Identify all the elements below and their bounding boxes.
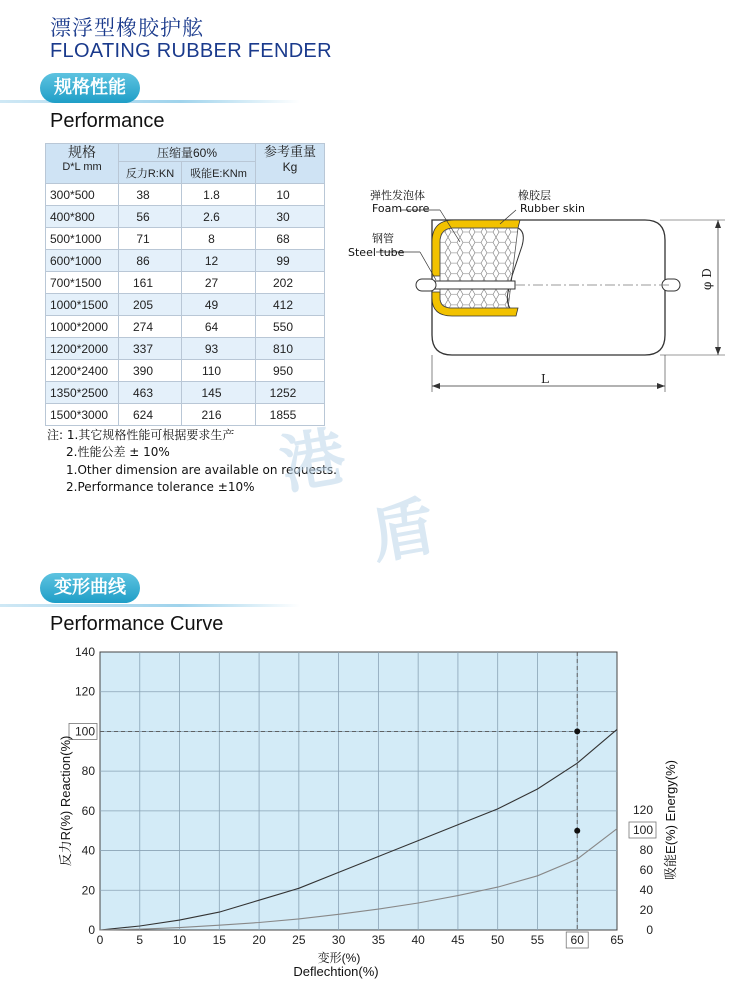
y-left-tick-label: 20	[81, 883, 95, 898]
cell-weight: 99	[256, 250, 325, 272]
table-row	[46, 360, 325, 382]
x-tick-label: 30	[331, 933, 346, 947]
cell-reaction: 274	[119, 316, 182, 338]
cell-energy: 49	[182, 294, 256, 316]
cell-weight: 30	[256, 206, 325, 228]
cell-energy: 110	[182, 360, 256, 382]
cell-size: 400*800	[46, 206, 119, 228]
cell-reaction: 463	[119, 382, 182, 404]
cell-reaction: 71	[119, 228, 182, 250]
table-row	[46, 294, 325, 316]
title-cn: 漂浮型橡胶护舷	[50, 16, 204, 40]
y-left-tick-label: 60	[81, 803, 95, 818]
cell-energy: 64	[182, 316, 256, 338]
cell-size: 1200*2400	[46, 360, 119, 382]
cell-reaction: 205	[119, 294, 182, 316]
x-tick-label: 55	[530, 933, 545, 947]
cell-energy: 27	[182, 272, 256, 294]
table-row	[46, 184, 325, 206]
label-tube-cn: 钢管	[372, 232, 394, 245]
label-diameter: φ D	[700, 268, 714, 290]
y-left-axis-label: 反力R(%) Reaction(%)	[58, 735, 73, 867]
x-tick-label: 0	[96, 933, 104, 947]
y-right-tick-label: 120	[632, 803, 653, 817]
x-tick-label: 10	[172, 933, 187, 947]
header-reaction: 反力R:KN	[119, 162, 182, 184]
label-length: L	[541, 372, 549, 386]
cell-reaction: 390	[119, 360, 182, 382]
label-rubber-en: Rubber skin	[520, 202, 586, 215]
tab-curve: 变形曲线	[40, 573, 140, 603]
section-divider	[0, 100, 300, 103]
y-left-tick-label: 140	[74, 645, 95, 659]
header-energy: 吸能E:KNm	[182, 162, 256, 184]
cell-energy: 12	[182, 250, 256, 272]
x-tick-label: 15	[212, 933, 226, 947]
table-row	[46, 316, 325, 338]
steel-tube-end-left	[416, 279, 436, 291]
x-tick-label: 20	[252, 933, 266, 947]
cell-energy: 93	[182, 338, 256, 360]
cell-size: 1000*1500	[46, 294, 119, 316]
note2-en: 2.Performance tolerance ±10%	[66, 480, 255, 494]
cell-size: 1350*2500	[46, 382, 119, 404]
cell-size: 300*500	[46, 184, 119, 206]
y-left-tick-label: 120	[74, 684, 95, 699]
data-marker	[574, 828, 580, 834]
cell-reaction: 86	[119, 250, 182, 272]
y-left-tick-label: 40	[81, 843, 95, 858]
table-row	[46, 338, 325, 360]
spec-table	[45, 143, 325, 426]
cell-weight: 810	[256, 338, 325, 360]
cell-energy: 2.6	[182, 206, 256, 228]
cell-weight: 68	[256, 228, 325, 250]
cell-weight: 412	[256, 294, 325, 316]
cell-energy: 8	[182, 228, 256, 250]
data-marker	[574, 728, 580, 734]
table-row	[46, 250, 325, 272]
note1-en: 1.Other dimension are available on requests.	[66, 463, 337, 477]
y-left-tick-label: 0	[88, 923, 95, 937]
cell-energy: 1.8	[182, 184, 256, 206]
table-row	[46, 382, 325, 404]
cell-size: 500*1000	[46, 228, 119, 250]
cell-weight: 202	[256, 272, 325, 294]
cell-reaction: 337	[119, 338, 182, 360]
header-weight: 参考重量 Kg	[256, 144, 325, 184]
cell-size: 1200*2000	[46, 338, 119, 360]
label-foam-cn: 弹性发泡体	[370, 189, 425, 202]
y-left-tick-label: 80	[81, 764, 95, 779]
y-right-axis-label: 吸能E(%) Energy(%)	[663, 760, 678, 880]
x-tick-label: 60	[570, 933, 584, 947]
plot-area	[100, 652, 617, 930]
title-en: FLOATING RUBBER FENDER	[50, 40, 332, 62]
y-left-tick-label: 100	[74, 724, 95, 739]
cell-reaction: 161	[119, 272, 182, 294]
watermark-char-2: 盾	[365, 489, 441, 574]
table-row	[46, 228, 325, 250]
performance-chart	[0, 640, 735, 997]
spec-title: Performance	[50, 110, 165, 132]
header-size: 规格 D*L mm	[46, 144, 119, 184]
label-tube-en: Steel tube	[348, 246, 405, 259]
cell-size: 1500*3000	[46, 404, 119, 426]
x-tick-label: 65	[610, 933, 624, 947]
table-row	[46, 272, 325, 294]
spec-table-body	[46, 184, 325, 426]
y-right-tick-label: 20	[639, 903, 653, 917]
note1-cn: 1.其它规格性能可根据要求生产	[66, 428, 235, 442]
x-tick-label: 40	[411, 933, 425, 947]
cell-weight: 1855	[256, 404, 325, 426]
x-tick-label: 25	[292, 933, 306, 947]
label-foam-en: Foam core	[372, 202, 430, 215]
tab-spec: 规格性能	[40, 73, 140, 103]
cell-energy: 145	[182, 382, 256, 404]
y-right-tick-label: 100	[632, 823, 653, 837]
watermark-char-1: 港	[275, 419, 351, 504]
cell-weight: 550	[256, 316, 325, 338]
y-right-tick-label: 0	[646, 923, 653, 937]
x-tick-label: 50	[491, 933, 505, 947]
x-tick-label: 45	[451, 933, 465, 947]
cell-weight: 1252	[256, 382, 325, 404]
header-compression: 压缩量60%	[119, 144, 256, 162]
notes-prefix: 注:	[47, 428, 64, 442]
cell-size: 700*1500	[46, 272, 119, 294]
cell-energy: 216	[182, 404, 256, 426]
label-rubber-cn: 橡胶层	[518, 189, 551, 202]
y-right-tick-label: 60	[639, 863, 653, 877]
x-tick-label: 35	[371, 933, 386, 947]
cell-weight: 950	[256, 360, 325, 382]
cell-reaction: 56	[119, 206, 182, 228]
x-axis-label-en: Deflechtion(%)	[293, 964, 379, 979]
table-row	[46, 206, 325, 228]
curve-title: Performance Curve	[50, 613, 224, 635]
cell-reaction: 624	[119, 404, 182, 426]
x-tick-label: 5	[136, 933, 144, 947]
cell-weight: 10	[256, 184, 325, 206]
cell-size: 1000*2000	[46, 316, 119, 338]
y-right-tick-label: 80	[639, 843, 653, 857]
x-axis-label-cn: 变形(%)	[317, 951, 361, 965]
foam-core	[440, 228, 518, 308]
cell-reaction: 38	[119, 184, 182, 206]
y-right-tick-label: 40	[639, 883, 653, 897]
note2-cn: 2.性能公差 ± 10%	[66, 445, 170, 459]
section-divider-2	[0, 604, 300, 607]
cell-size: 600*1000	[46, 250, 119, 272]
